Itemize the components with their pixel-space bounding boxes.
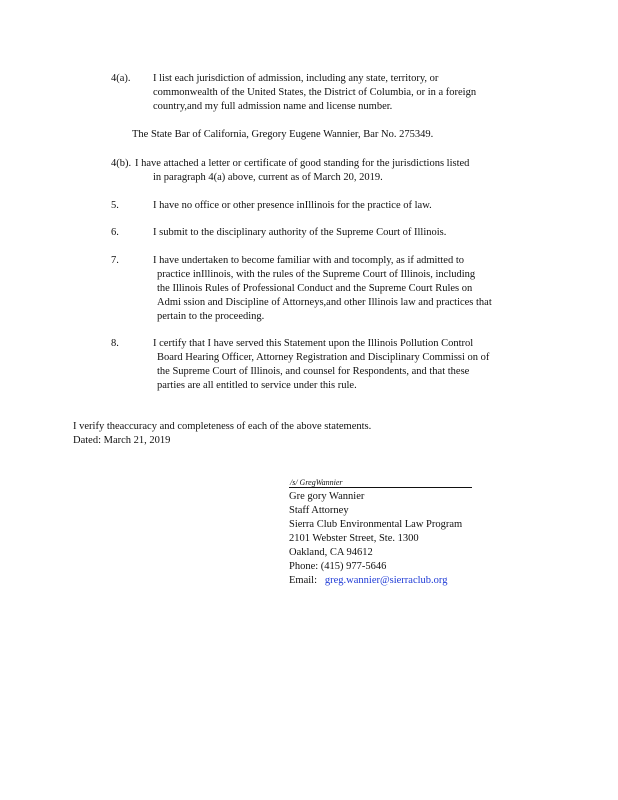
item-line: in paragraph 4(a) above, current as of March 20, 2019.	[153, 172, 383, 183]
item-line: I submit to the disciplinary authority of the Supreme Court of Illinois.	[153, 227, 447, 238]
item-line: I certify that I have served this Statement upon the Illinois Pollution Control	[153, 338, 474, 349]
item-text	[153, 72, 476, 114]
item-number: 4(a).	[111, 73, 131, 84]
phone: Phone: (415) 977-5646	[289, 561, 387, 572]
item-number: 6.	[111, 227, 119, 238]
item-line: I have undertaken to become familiar with and tocomply, as if admitted to	[153, 255, 465, 266]
email-link[interactable]: greg.wannier@sierraclub.org	[324, 575, 448, 586]
item-number: 4(b).	[111, 158, 132, 169]
signature-line	[289, 487, 472, 488]
item-line: The State Bar of California, Gregory Eugene Wannier, Bar No. 275349.	[132, 129, 434, 140]
item-text	[153, 199, 432, 213]
item-text	[153, 337, 489, 393]
email-line	[289, 574, 462, 588]
signature-block	[289, 490, 462, 588]
item-line: country,and my full admission name and license number.	[153, 101, 393, 112]
signer-name: Gre gory Wannier	[289, 491, 365, 502]
item-line: the Supreme Court of Illinois, and counsel for Respondents, and that these	[157, 366, 470, 377]
item-text	[153, 254, 492, 324]
bar-membership-line	[132, 128, 433, 142]
item-line: the Illinois Rules of Professional Conduct and the Supreme Court Rules on	[157, 283, 473, 294]
city-state-zip: Oakland, CA 94612	[289, 547, 373, 558]
verification	[73, 420, 371, 448]
item-line: pertain to the proceeding.	[157, 311, 265, 322]
verification-statement: I verify theaccuracy and completeness of each of the above statements.	[73, 421, 372, 432]
item-line: I list each jurisdiction of admission, including any state, territory, or	[153, 73, 439, 84]
electronic-signature: /s/ GregWannier	[290, 478, 343, 487]
organization: Sierra Club Environmental Law Program	[289, 519, 463, 530]
item-line: commonwealth of the United States, the District of Columbia, or in a foreign	[153, 87, 477, 98]
dated-line: Dated: March 21, 2019	[73, 435, 171, 446]
signer-title: Staff Attorney	[289, 505, 349, 516]
item-line: parties are all entitled to service under this rule.	[157, 380, 357, 391]
item-number: 8.	[111, 338, 119, 349]
item-line: I have no office or other presence inIllinois for the practice of law.	[153, 200, 432, 211]
email-label: Email:	[289, 575, 317, 586]
street-address: 2101 Webster Street, Ste. 1300	[289, 533, 419, 544]
item-line: Board Hearing Officer, Attorney Registration and Disciplinary Commissi on of	[157, 352, 490, 363]
item-number: 7.	[111, 255, 119, 266]
item-line: practice inIllinois, with the rules of the Supreme Court of Illinois, including	[157, 269, 476, 280]
item-line: I have attached a letter or certificate of good standing for the jurisdictions listed	[135, 158, 470, 169]
item-text	[153, 226, 446, 240]
item-line: Admi ssion and Discipline of Attorneys,and other Illinois law and practices that	[157, 297, 492, 308]
item-text	[135, 157, 469, 185]
item-number: 5.	[111, 200, 119, 211]
